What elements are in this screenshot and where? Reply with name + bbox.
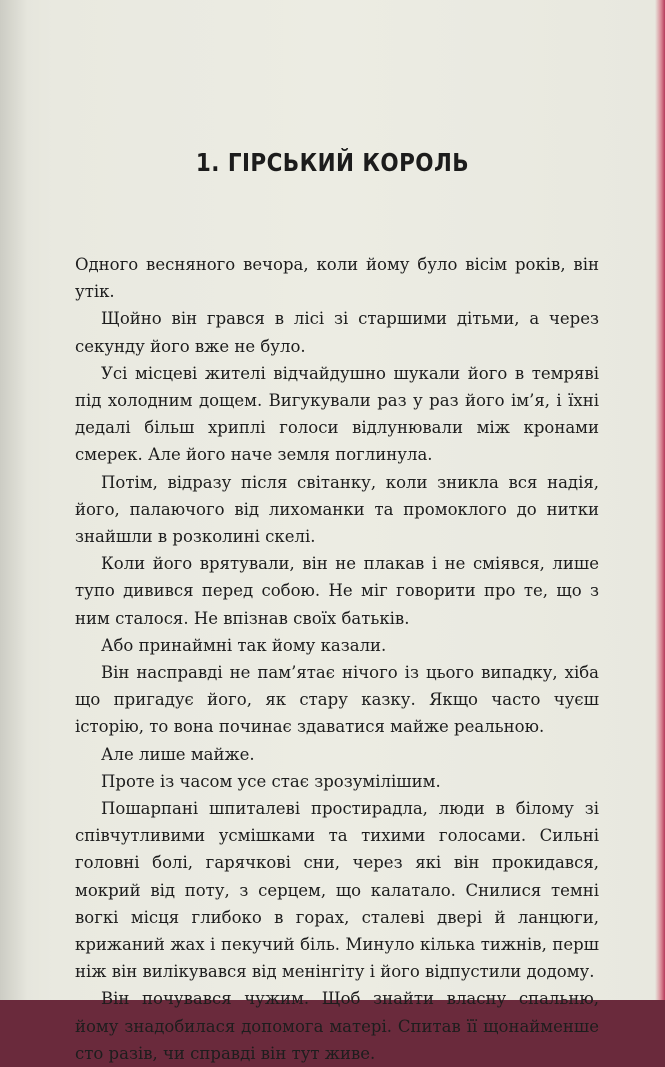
paragraph-10: Пошарпані шпиталеві простирадла, люди в білому зі співчутливими усмішками та тихими голосами. Сильні головні болі, гарячкові сни, через які він прокидався, мокрий від поту, з серцем, що калатало. Снилися темні вогкі місця глибоко в горах, сталеві двері й ланцюги, крижаний жах і пекучий біль. Минуло кілька тижнів, перш ніж він вилікувався від менінгіту і його відпустили додому. bbox=[75, 799, 599, 982]
paragraph-1: Одного весняного вечора, коли йому було вісім років, він утік. bbox=[75, 255, 599, 302]
paragraph-5: Коли його врятували, він не плакав і не сміявся, лише тупо дивився перед собою. Не міг говорити про те, що з ним сталося. Не впізнав своїх батьків. bbox=[75, 554, 599, 628]
paragraph-6: Або принаймні так йому казали. bbox=[101, 635, 387, 655]
page-edge bbox=[655, 0, 665, 1000]
paragraph-11: Він почувався чужим. Щоб знайти власну спальню, йому знадобилася допомога матері. Спитав її щонайменше сто разів, чи справді він тут живе. bbox=[75, 989, 599, 1063]
paragraph-3: Усі місцеві жителі відчайдушно шукали його в темряві під холодним дощем. Вигукували раз у раз його ім’я, і їхні дедалі більш хриплі голоси відлунювали між кронами смерек. Але його наче земля поглинула. bbox=[75, 363, 599, 465]
paragraph-8: Але лише майже. bbox=[101, 744, 255, 764]
paragraph-4: Потім, відразу після світанку, коли зникла вся надія, його, палаючого від лихоманки та промоклого до нитки знайшли в розколині скелі. bbox=[75, 472, 599, 547]
paragraph-9: Проте із часом усе стає зрозумілішим. bbox=[101, 771, 441, 791]
chapter-title: 1. ГІРСЬКИЙ КОРОЛЬ bbox=[195, 148, 470, 177]
paragraph-2: Щойно він грався в лісі зі старшими дітьми, а через секунду його вже не було. bbox=[75, 309, 599, 356]
paragraph-7: Він насправді не пам’ятає нічого із цього випадку, хіба що пригадує його, як стару казку. Якщо часто чуєш історію, то вона починає здаватися майже реальною. bbox=[75, 663, 599, 737]
spine-shadow bbox=[0, 0, 28, 1000]
body-text bbox=[75, 251, 599, 1067]
